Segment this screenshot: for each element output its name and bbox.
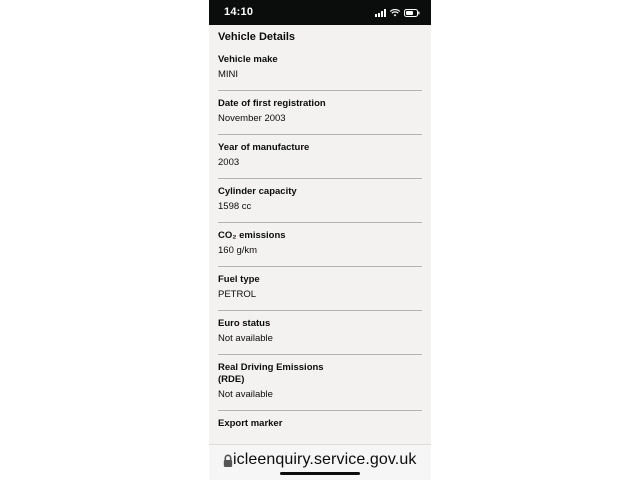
summary-row xyxy=(218,135,422,179)
summary-key: Fuel type xyxy=(218,274,260,285)
summary-row xyxy=(218,48,422,91)
summary-value: Not available xyxy=(218,333,273,344)
summary-row xyxy=(218,179,422,223)
summary-value: 2003 xyxy=(218,157,240,168)
summary-value: PETROL xyxy=(218,289,257,300)
url-text[interactable]: icleenquiry.service.gov.uk xyxy=(233,451,417,468)
lock-icon xyxy=(223,454,233,468)
summary-row xyxy=(218,91,422,135)
summary-row xyxy=(218,311,422,355)
status-bar xyxy=(209,0,431,25)
summary-key: CO₂ emissions xyxy=(218,230,286,241)
summary-key: Euro status xyxy=(218,318,271,329)
summary-value: MINI xyxy=(218,69,239,80)
status-icons xyxy=(375,8,420,18)
vehicle-details xyxy=(218,25,422,442)
summary-row xyxy=(218,267,422,311)
signal-icon xyxy=(375,9,386,17)
summary-row xyxy=(218,355,422,411)
summary-value: November 2003 xyxy=(218,113,286,124)
summary-value: 160 g/km xyxy=(218,245,258,256)
summary-row xyxy=(218,411,422,442)
wifi-icon xyxy=(390,9,400,17)
left-letterbox xyxy=(0,0,209,480)
summary-key: Vehicle make xyxy=(218,54,278,65)
status-time: 14:10 xyxy=(224,6,254,18)
battery-icon xyxy=(404,9,420,17)
summary-value: Not available xyxy=(218,389,273,400)
summary-list xyxy=(218,48,422,442)
page-heading: Vehicle Details xyxy=(218,31,296,43)
right-letterbox xyxy=(431,0,640,480)
phone-screen xyxy=(209,0,431,480)
summary-key: Year of manufacture xyxy=(218,142,310,153)
summary-key: Date of first registration xyxy=(218,98,326,109)
summary-key: Export marker xyxy=(218,418,283,429)
summary-row xyxy=(218,223,422,267)
summary-key: Real Driving Emissions (RDE) xyxy=(218,362,324,385)
summary-key: Cylinder capacity xyxy=(218,186,297,197)
summary-value: 1598 cc xyxy=(218,201,252,212)
home-indicator[interactable] xyxy=(280,472,360,475)
